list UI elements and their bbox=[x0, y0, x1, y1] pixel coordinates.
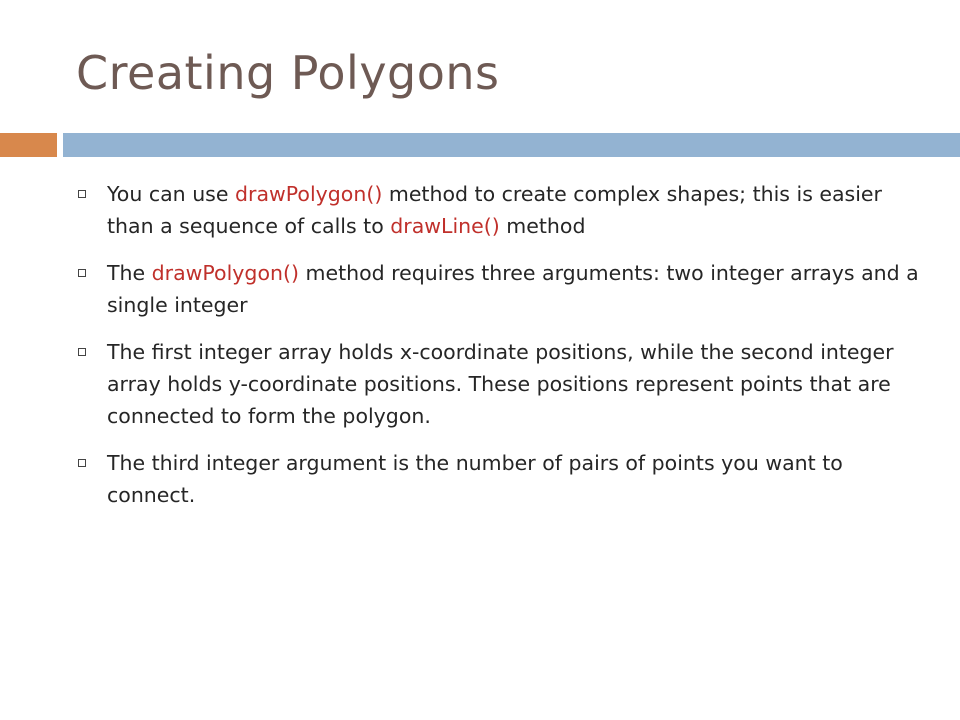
bullet-item bbox=[78, 178, 923, 242]
bullet-item bbox=[78, 447, 923, 511]
title-accent-bar bbox=[0, 133, 57, 157]
bullet-text: method to create complex shapes; this is easier than a sequence of calls to bbox=[107, 182, 882, 238]
bullet-text: You can use bbox=[107, 182, 235, 206]
code-method-name: drawLine() bbox=[390, 214, 500, 238]
code-method-name: drawPolygon() bbox=[235, 182, 383, 206]
bullet-text: The first integer array holds x-coordinate positions, while the second integer array holds y-coordinate positions. These positions represent points that are connected to form the polygon. bbox=[107, 340, 894, 428]
square-bullet-icon bbox=[78, 190, 86, 198]
bullet-text: The third integer argument is the number of pairs of points you want to connect. bbox=[107, 451, 843, 507]
bullet-text: The bbox=[107, 261, 152, 285]
title-divider-bar bbox=[63, 133, 960, 157]
square-bullet-icon bbox=[78, 348, 86, 356]
code-method-name: drawPolygon() bbox=[151, 261, 299, 285]
bullet-text: method requires three arguments: two integer arrays and a single integer bbox=[107, 261, 919, 317]
bullet-text: method bbox=[499, 214, 586, 238]
bullet-item bbox=[78, 336, 923, 432]
bullet-item bbox=[78, 257, 923, 321]
square-bullet-icon bbox=[78, 459, 86, 467]
square-bullet-icon bbox=[78, 269, 86, 277]
bullet-list bbox=[78, 178, 923, 526]
slide-title: Creating Polygons bbox=[76, 46, 500, 100]
